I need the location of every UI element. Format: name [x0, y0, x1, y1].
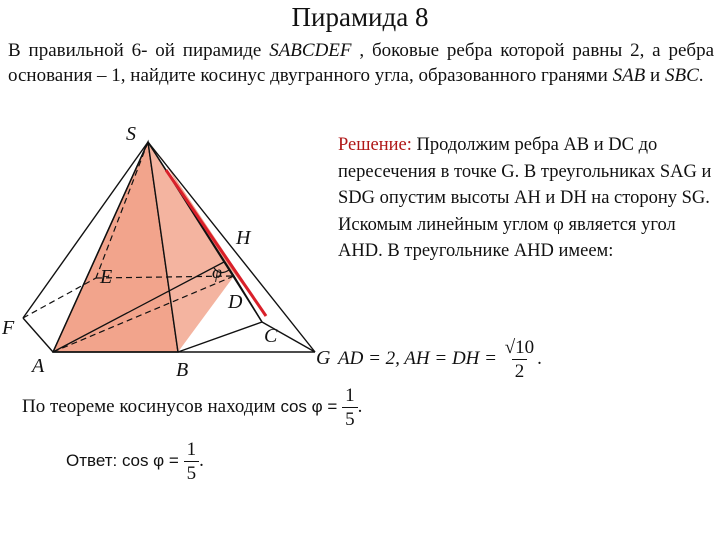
- face-2-name: SBC: [664, 65, 699, 86]
- fraction-numerator: √10: [504, 337, 535, 358]
- label-d: D: [228, 291, 243, 313]
- answer-end: .: [199, 449, 204, 471]
- label-h: H: [236, 227, 251, 249]
- face-1-name: SAB: [612, 65, 646, 86]
- problem-text-middle: , боковые ребра которой равны 2, а ребра основания – 1, найдите косинус двугранного угла, образованного гранями: [8, 40, 714, 86]
- pyramid-name: SABCDEF: [269, 40, 352, 61]
- label-f: F: [2, 317, 15, 339]
- fraction-sqrt10-over-2: [502, 338, 537, 381]
- answer-label: Ответ:: [66, 450, 118, 470]
- fraction-denominator: 2: [512, 359, 528, 381]
- fraction-numerator: 1: [345, 385, 355, 406]
- solution-label: Решение:: [338, 135, 412, 155]
- answer-lhs: cos φ =: [122, 450, 179, 470]
- label-a: A: [32, 355, 45, 377]
- answer-line: [66, 440, 204, 483]
- label-e: E: [100, 266, 113, 288]
- fraction-denominator: 5: [342, 407, 358, 429]
- fraction-numerator: 1: [186, 439, 197, 460]
- edge-fa: [23, 318, 53, 352]
- answer-fraction: [184, 440, 200, 483]
- page-title: Пирамида 8: [291, 2, 429, 32]
- cos-end: .: [357, 395, 363, 417]
- label-phi: φ: [212, 262, 222, 282]
- solution-body: Продолжим ребра AB и DC до пересечения в точке G. В треугольниках SAG и SDG опустим высоты AH и DH на сторону SG. Искомым линейным углом φ является угол AHD. В треугольнике AHD имеем:: [338, 135, 712, 261]
- solution-text: [338, 132, 716, 265]
- cos-lhs: cos φ =: [280, 396, 338, 416]
- problem-and: и: [645, 65, 665, 86]
- label-g: G: [316, 347, 331, 369]
- problem-end: .: [698, 65, 704, 86]
- problem-text-before: В правильной 6- ой пирамиде: [8, 40, 270, 61]
- label-c: C: [264, 325, 278, 347]
- fraction-one-fifth: [342, 386, 358, 429]
- equation-ad-ah: [338, 338, 542, 381]
- equation-end: .: [537, 347, 542, 369]
- fraction-denominator: 5: [184, 461, 200, 483]
- cosine-theorem-line: [22, 386, 362, 429]
- label-b: B: [176, 359, 189, 381]
- equation-lhs: AD = 2, AH = DH =: [338, 347, 502, 369]
- cosine-theorem-text: По теореме косинусов находим: [22, 395, 276, 417]
- label-s: S: [126, 123, 136, 145]
